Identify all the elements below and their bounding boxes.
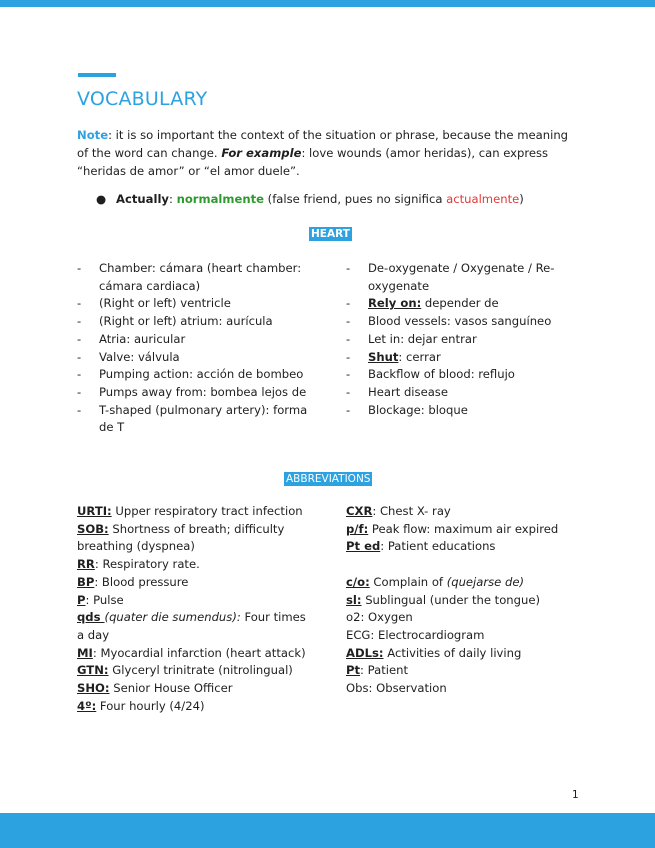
abbr-urti: URTI: Upper respiratory tract infection — [77, 504, 303, 518]
abbreviations-left-column — [77, 503, 307, 715]
bullet-word: Actually — [116, 192, 169, 206]
false-friend-bullet — [96, 190, 524, 208]
page-number: 1 — [572, 789, 579, 801]
abbr-pt-ed: Pt ed: Patient educations — [346, 539, 496, 554]
heart-section-label: HEART — [311, 228, 350, 240]
abbr-co: c/o: Complain of (quejarse de) — [346, 574, 525, 589]
list-item: - Chamber: cámara (heart chamber: cámara cardiaca) — [77, 261, 302, 293]
list-item: - (Right or left) ventricle — [77, 296, 231, 311]
list-item: - Valve: válvula — [77, 349, 180, 364]
abbreviations-right-column — [346, 503, 576, 698]
abbr-four-hourly: 4º: Four hourly (4/24) — [77, 698, 205, 713]
list-item: - (Right or left) atrium: aurícula — [77, 314, 273, 329]
abbr-gtn: GTN: Glyceryl trinitrate (nitrolingual) — [77, 663, 293, 678]
list-item: - Pumping action: acción de bombeo — [77, 367, 304, 382]
abbr-rr: RR: Respiratory rate. — [77, 557, 200, 572]
title-accent-line — [78, 73, 116, 77]
list-item: - Shut: cerrar — [346, 349, 441, 364]
note-label: Note — [77, 128, 109, 142]
top-accent-bar — [0, 0, 655, 7]
list-item: - Let in: dejar entrar — [346, 331, 477, 346]
list-item: - De-oxygenate / Oxygenate / Re-oxygenate — [346, 261, 555, 293]
note-text-1: : it is so important the context of the situation or phrase, because the meaning of the word can change. — [77, 128, 569, 160]
abbr-adls: ADLs: Activities of daily living — [346, 645, 522, 660]
note-paragraph — [77, 126, 577, 180]
abbr-mi: MI: Myocardial infarction (heart attack) — [77, 645, 306, 660]
abbr-pt: Pt: Patient — [346, 663, 409, 678]
abbr-sob: SOB: Shortness of breath; difficulty breathing (dyspnea) — [77, 521, 285, 554]
heart-list-right — [346, 260, 566, 419]
bullet-meaning: normalmente — [176, 192, 264, 206]
list-item: - T-shaped (pulmonary artery): forma de T — [77, 402, 308, 435]
list-item: - Pumps away from: bombea lejos de — [77, 384, 307, 399]
bottom-accent-bar — [0, 813, 655, 848]
abbr-pf: p/f: Peak flow: maximum air expired — [346, 521, 559, 536]
list-item: - Atria: auricular — [77, 331, 186, 346]
list-item: - Rely on: depender de — [346, 296, 499, 311]
list-item: - Heart disease — [346, 384, 448, 399]
abbr-o2: o2: Oxygen — [346, 610, 413, 625]
list-item: - Blockage: bloque — [346, 402, 468, 417]
note-text-2: : love wounds (amor heridas), can express “heridas de amor” or “el amor duele”. — [77, 146, 549, 178]
abbr-bp: BP: Blood pressure — [77, 574, 189, 589]
abbr-ecg: ECG: Electrocardiogram — [346, 627, 485, 642]
list-item: - Blood vessels: vasos sanguíneo — [346, 314, 552, 329]
abbr-sho: SHO: Senior House Officer — [77, 681, 233, 696]
abbr-cxr: CXR: Chest X- ray — [346, 504, 451, 518]
abbr-sl: sl: Sublingual (under the tongue) — [346, 592, 541, 607]
bullet-text: (false friend, pues no significa — [264, 192, 447, 206]
page-title: VOCABULARY — [77, 88, 208, 110]
abbr-p: P: Pulse — [77, 592, 124, 607]
note-example-label: For example — [221, 146, 302, 160]
abbreviations-section-label: ABBREVIATIONS — [286, 473, 371, 485]
abbr-qds: qds (quater die sumendus): Four times a day — [77, 610, 306, 642]
heart-list-left — [77, 260, 317, 437]
bullet-false-meaning: actualmente — [446, 192, 520, 206]
list-item: - Backflow of blood: reflujo — [346, 367, 515, 382]
bullet-dot-icon: ● — [96, 192, 107, 206]
bullet-close: ) — [519, 192, 524, 206]
spacer — [346, 556, 576, 574]
bullet-sep: : — [168, 192, 177, 206]
abbr-obs: Obs: Observation — [346, 681, 447, 696]
